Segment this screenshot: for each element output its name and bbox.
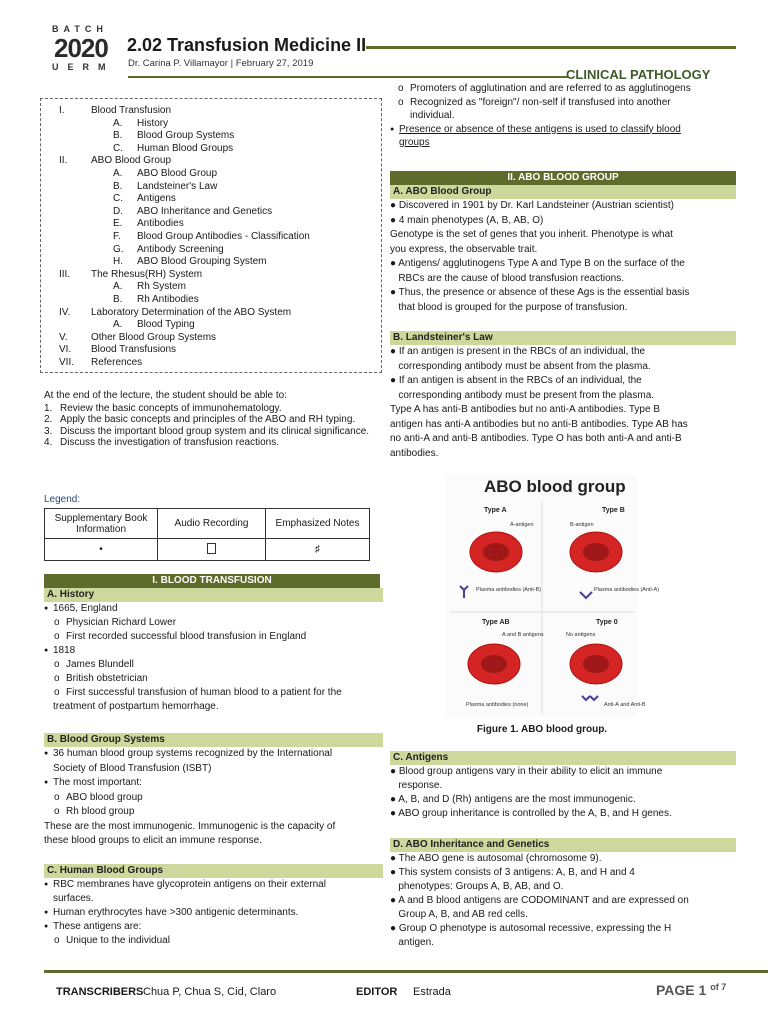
section-bar-abo-blood-group: II. ABO BLOOD GROUP bbox=[390, 171, 736, 185]
list-line: ● These antigens are: bbox=[44, 921, 142, 932]
list-line: Society of Blood Transfusion (ISBT) bbox=[53, 762, 212, 774]
paragraph-line: corresponding antibody must be absent from the plasma. bbox=[390, 360, 651, 372]
legend-header: Emphasized Notes bbox=[266, 509, 370, 539]
subsection-bar-antigens: C. Antigens bbox=[390, 751, 736, 765]
list-line: o Recognized as "foreign"/ non-self if transfused into another bbox=[398, 96, 671, 108]
ab-antigens-label: A and B antigens bbox=[502, 632, 544, 638]
list-line: ● The most important: bbox=[44, 777, 142, 788]
paragraph-line: ● A, B, and D (Rh) antigens are the most immunogenic. bbox=[390, 794, 636, 805]
objective-item: 1. Review the basic concepts of immunohematology. bbox=[44, 402, 282, 414]
list-line: o First successful transfusion of human blood to a patient for the bbox=[54, 687, 342, 698]
paragraph-line: antibodies. bbox=[390, 447, 439, 459]
objective-item: 4. Discuss the investigation of transfusion reactions. bbox=[44, 437, 279, 448]
paragraph-line: ● If an antigen is absent in the RBCs of an individual, the bbox=[390, 375, 642, 386]
legend-label: Legend: bbox=[44, 494, 81, 505]
transcribers-names: Chua P, Chua S, Cid, Claro bbox=[143, 986, 277, 998]
paragraph-line: no anti-A and anti-B antibodies. Type O has both anti-A and anti-B bbox=[390, 433, 682, 444]
lecturer-date: Dr. Carina P. Villamayor | February 27, 2019 bbox=[128, 58, 314, 69]
subsection-bar-landsteiner: B. Landsteiner's Law bbox=[390, 331, 736, 345]
objective-item: 3. Discuss the important blood group system and its clinical significance. bbox=[44, 425, 370, 437]
list-line: ● 1665, England bbox=[44, 603, 118, 614]
type-o-label: Type 0 bbox=[596, 619, 618, 626]
type-b-label: Type B bbox=[602, 507, 625, 514]
paragraph-line: you express, the observable trait. bbox=[390, 243, 538, 255]
page-number: PAGE 1 $^{of 7}$ bbox=[656, 982, 727, 998]
list-line: individual. bbox=[410, 110, 455, 121]
blood-group-systems-list bbox=[44, 747, 380, 847]
paragraph-line: that blood is grouped for the purpose of transfusion. bbox=[390, 301, 628, 313]
paragraph-line: ● This system consists of 3 antigens: A, B, and H and 4 bbox=[390, 867, 635, 878]
list-line: These are the most immunogenic. Immunogenic is the capacity of bbox=[44, 820, 336, 832]
department-label: CLINICAL PATHOLOGY bbox=[566, 67, 711, 82]
list-line: ● RBC membranes have glycoprotein antigens on their external bbox=[44, 879, 326, 890]
objective-item: 2. Apply the basic concepts and principles of the ABO and RH typing. bbox=[44, 414, 356, 425]
transcribers-label: TRANSCRIBERS bbox=[56, 986, 144, 998]
subsection-bar-blood-group-systems: B. Blood Group Systems bbox=[44, 733, 383, 747]
plasma-b-label: Plasma antibodies (Anti-A) bbox=[594, 587, 660, 593]
logo-year-text: 2020 bbox=[54, 33, 108, 63]
paragraph-line: Genotype is the set of genes that you inherit. Phenotype is what bbox=[390, 229, 673, 240]
paragraph-line: ● If an antigen is present in the RBCs of an individual, the bbox=[390, 346, 646, 357]
no-antigens-label: No antigens bbox=[566, 632, 596, 638]
list-line: treatment of postpartum hemorrhage. bbox=[53, 701, 219, 712]
list-line: o Rh blood group bbox=[54, 806, 135, 817]
abo-figure-graphic bbox=[446, 474, 660, 718]
section-bar-blood-transfusion: I. BLOOD TRANSFUSION bbox=[44, 574, 380, 588]
plasma-a-label: Plasma antibodies (Anti-B) bbox=[476, 587, 542, 593]
type-ab-label: Type AB bbox=[482, 619, 510, 626]
paragraph-line: antigen. bbox=[390, 937, 434, 948]
legend-symbol: ♯ bbox=[266, 539, 370, 561]
list-line: groups bbox=[399, 137, 430, 148]
legend-symbol: • bbox=[45, 539, 158, 561]
legend-table bbox=[44, 508, 370, 561]
paragraph-line: ● The ABO gene is autosomal (chromosome 9). bbox=[390, 853, 602, 864]
logo-uerm-text: UERM bbox=[52, 62, 115, 72]
abo-list bbox=[390, 199, 736, 319]
paragraph-line: corresponding antibody must be present from the plasma. bbox=[390, 389, 655, 401]
objectives bbox=[44, 390, 380, 449]
paragraph-line: response. bbox=[390, 780, 443, 791]
inheritance-list bbox=[390, 852, 736, 962]
list-line: o British obstetrician bbox=[54, 673, 148, 684]
list-line: ● Presence or absence of these antigens is used to classify blood bbox=[390, 123, 681, 135]
objectives-intro: At the end of the lecture, the student should be able to: bbox=[44, 390, 287, 401]
subsection-bar-human-blood-groups: C. Human Blood Groups bbox=[44, 864, 383, 878]
paragraph-line: ● Blood group antigens vary in their ability to elicit an immune bbox=[390, 766, 663, 777]
type-a-label: Type A bbox=[484, 507, 507, 514]
paragraph-line: ● Discovered in 1901 by Dr. Karl Landsteiner (Austrian scientist) bbox=[390, 200, 674, 211]
list-line: o ABO blood group bbox=[54, 791, 143, 803]
page-title: 2.02 Transfusion Medicine II bbox=[127, 35, 367, 55]
logo-batch-text: BATCH bbox=[52, 24, 108, 34]
table-of-contents: I. Blood Transfusion A. History B. Blood Group Systems C. Human Blood Groups II. ABO Blood Group A. ABO Blood Group B. Landsteiner's Law C. Antigens D. ABO Inheritance and Genetics E. Antibodies F. Blood Group Antibodies - Classification G. Antibody Screening H. ABO Blood Grouping System III. The Rhesus(RH) System A. Rh System B. Rh Antibodies IV. Laboratory Determination of the ABO System A. Blood Typing V. Other Blood Group Systems VI. Blood Transfusions VII. References bbox=[40, 98, 382, 373]
antigens-list bbox=[390, 765, 736, 835]
editor-label: EDITOR bbox=[356, 986, 398, 998]
paragraph-line: ● 4 main phenotypes (A, B, AB, O) bbox=[390, 214, 544, 226]
editor-name: Estrada bbox=[413, 986, 451, 998]
plasma-o-label: Anti-A and Anti-B bbox=[604, 702, 646, 708]
plasma-ab-label: Plasma antibodies (none) bbox=[466, 702, 529, 708]
list-line: ● 1818 bbox=[44, 645, 76, 656]
landsteiner-list bbox=[390, 345, 736, 465]
paragraph-line: ● A and B blood antigens are CODOMINANT and are expressed on bbox=[390, 895, 689, 906]
paragraph-line: ● Antigens/ agglutinogens Type A and Type B on the surface of the bbox=[390, 258, 685, 269]
human-blood-groups-list bbox=[44, 878, 380, 958]
paragraph-line: ● ABO group inheritance is controlled by the A, B, and H genes. bbox=[390, 808, 672, 819]
legend-header: Supplementary Book Information bbox=[45, 509, 158, 539]
paragraph-line: ● Group O phenotype is autosomal recessive, expressing the H bbox=[390, 923, 672, 934]
paragraph-line: ● Thus, the presence or absence of these Ags is the essential basis bbox=[390, 287, 690, 298]
batch-logo bbox=[52, 24, 122, 72]
paragraph-line: phenotypes: Groups A, B, AB, and O. bbox=[390, 881, 564, 892]
legend-header: Audio Recording bbox=[158, 509, 266, 539]
paragraph-line: antigen has anti-A antibodies but no anti-B antibodies. Type AB has bbox=[390, 418, 688, 430]
header-rule bbox=[366, 46, 736, 49]
legend-symbol bbox=[158, 539, 266, 561]
antigen-properties-list bbox=[390, 82, 736, 162]
list-line: o First recorded successful blood transfusion in England bbox=[54, 631, 307, 642]
list-line: o Unique to the individual bbox=[54, 935, 170, 946]
footer-rule bbox=[44, 970, 768, 973]
paragraph-line: RBCs are the cause of blood transfusion reactions. bbox=[390, 272, 625, 284]
a-antigen-label: A-antigen bbox=[510, 522, 534, 528]
subsection-bar-history: A. History bbox=[44, 588, 383, 602]
b-antigen-label: B-antigen bbox=[570, 522, 594, 528]
list-line: ● 36 human blood group systems recognized by the International bbox=[44, 748, 333, 759]
list-line: o Promoters of agglutination and are referred to as agglutinogens bbox=[398, 83, 691, 94]
list-line: surfaces. bbox=[53, 893, 94, 904]
history-list bbox=[44, 602, 380, 722]
list-line: o James Blundell bbox=[54, 659, 134, 670]
abo-figure bbox=[446, 474, 660, 718]
subsection-bar-inheritance: D. ABO Inheritance and Genetics bbox=[390, 838, 736, 852]
list-line: o Physician Richard Lower bbox=[54, 617, 177, 628]
subsection-bar-abo: A. ABO Blood Group bbox=[390, 185, 736, 199]
figure-caption: Figure 1. ABO blood group. bbox=[476, 724, 608, 735]
paragraph-line: Group A, B, and AB red cells. bbox=[390, 909, 528, 920]
list-line: these blood groups to elicit an immune response. bbox=[44, 835, 262, 846]
figure-title: ABO blood group bbox=[484, 477, 626, 496]
list-line: ● Human erythrocytes have >300 antigenic determinants. bbox=[44, 907, 299, 918]
paragraph-line: Type A has anti-B antibodies but no anti-A antibodies. Type B bbox=[390, 404, 660, 415]
department-rule bbox=[128, 76, 568, 78]
